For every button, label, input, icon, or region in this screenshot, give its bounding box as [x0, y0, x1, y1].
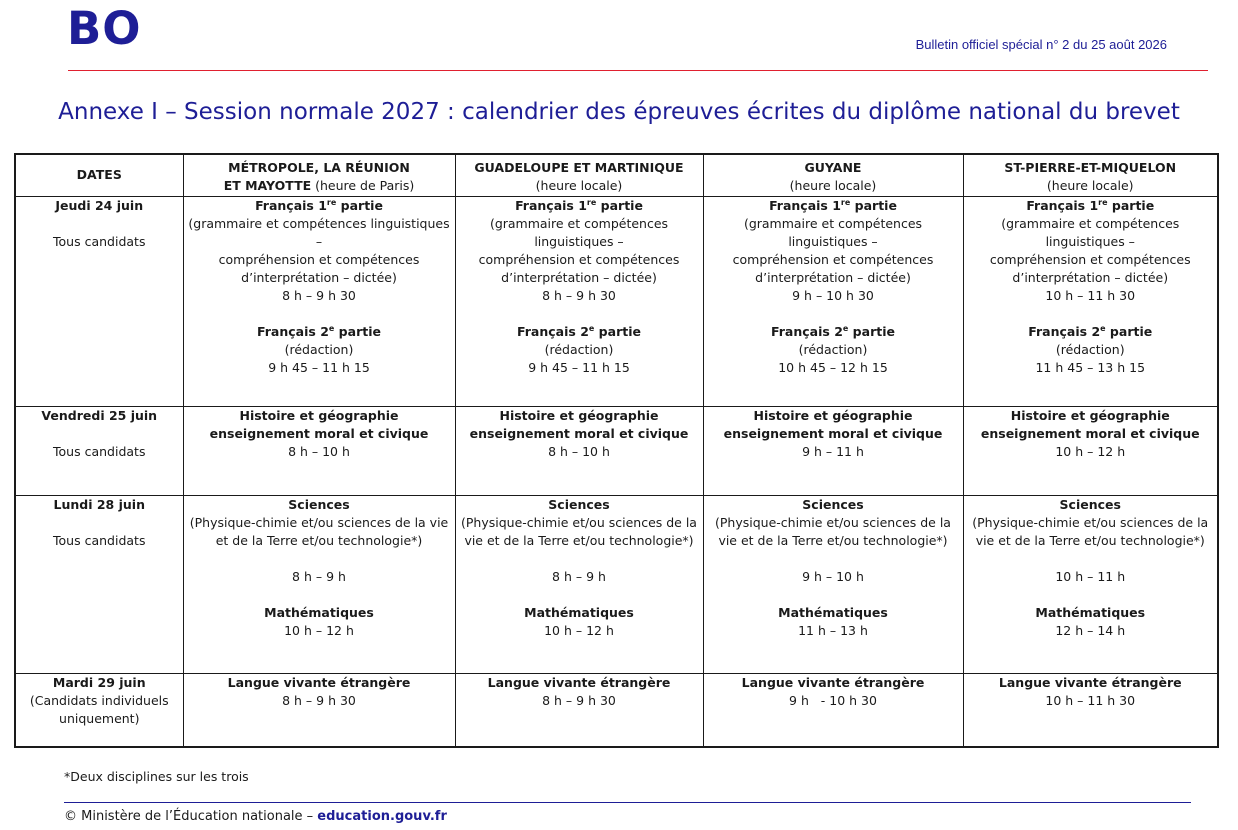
header-st-pierre-miquelon: ST-PIERRE-ET-MIQUELON (heure locale)	[963, 154, 1218, 196]
date-cell: Lundi 28 juin Tous candidats	[15, 495, 183, 673]
exam-cell: Langue vivante étrangère 10 h – 11 h 30	[963, 673, 1218, 747]
exam-cell: Histoire et géographie enseignement moral et civique 9 h – 11 h	[703, 406, 963, 495]
exam-cell: Langue vivante étrangère 8 h – 9 h 30	[455, 673, 703, 747]
bulletin-reference: Bulletin officiel spécial n° 2 du 25 août 2026	[915, 37, 1167, 52]
footnote: *Deux disciplines sur les trois	[64, 769, 249, 784]
footer	[64, 809, 447, 824]
exam-cell: Histoire et géographie enseignement moral et civique 10 h – 12 h	[963, 406, 1218, 495]
header-divider	[68, 70, 1208, 71]
exam-cell: Français 1re partie (grammaire et compétences linguistiques – compréhension et compétences d’interprétation – dictée) 8 h – 9 h 30 Français 2e partie (rédaction) 9 h 45 – 11 h 15	[183, 196, 455, 406]
table-row	[15, 196, 1218, 406]
exam-cell: Français 1re partie (grammaire et compétences linguistiques – compréhension et compétences d’interprétation – dictée) 8 h – 9 h 30 Français 2e partie (rédaction) 9 h 45 – 11 h 15	[455, 196, 703, 406]
exam-cell: Histoire et géographie enseignement moral et civique 8 h – 10 h	[183, 406, 455, 495]
exam-cell: Français 1re partie (grammaire et compétences linguistiques – compréhension et compétences d’interprétation – dictée) 9 h – 10 h 30 Français 2e partie (rédaction) 10 h 45 – 12 h 15	[703, 196, 963, 406]
exam-cell: Sciences (Physique-chimie et/ou sciences de la vie et de la Terre et/ou technologie*) 10 h – 11 h Mathématiques 12 h – 14 h	[963, 495, 1218, 673]
header-metropole: MÉTROPOLE, LA RÉUNION ET MAYOTTE (heure de Paris)	[183, 154, 455, 196]
table-header-row	[15, 154, 1218, 196]
header-guyane: GUYANE (heure locale)	[703, 154, 963, 196]
page-title: Annexe I – Session normale 2027 : calendrier des épreuves écrites du diplôme national du brevet	[58, 99, 1180, 125]
exam-cell: Sciences (Physique-chimie et/ou sciences de la vie et de la Terre et/ou technologie*) 9 h – 10 h Mathématiques 11 h – 13 h	[703, 495, 963, 673]
date-cell: Vendredi 25 juin Tous candidats	[15, 406, 183, 495]
bo-logo: BO	[67, 2, 142, 55]
date-cell: Mardi 29 juin (Candidats individuels uniquement)	[15, 673, 183, 747]
table-row	[15, 406, 1218, 495]
footer-divider	[64, 802, 1191, 803]
header-guadeloupe-martinique: GUADELOUPE ET MARTINIQUE (heure locale)	[455, 154, 703, 196]
exam-cell: Français 1re partie (grammaire et compétences linguistiques – compréhension et compétences d’interprétation – dictée) 10 h – 11 h 30 Français 2e partie (rédaction) 11 h 45 – 13 h 15	[963, 196, 1218, 406]
date-cell: Jeudi 24 juin Tous candidats	[15, 196, 183, 406]
exam-cell: Histoire et géographie enseignement moral et civique 8 h – 10 h	[455, 406, 703, 495]
exam-calendar-table	[14, 153, 1219, 748]
footer-site-link[interactable]: education.gouv.fr	[317, 809, 447, 824]
footer-ministry: © Ministère de l’Éducation nationale –	[64, 809, 318, 824]
table-row	[15, 673, 1218, 747]
exam-cell: Langue vivante étrangère 9 h - 10 h 30	[703, 673, 963, 747]
exam-cell: Langue vivante étrangère 8 h – 9 h 30	[183, 673, 455, 747]
exam-cell: Sciences (Physique-chimie et/ou sciences de la vie et de la Terre et/ou technologie*) 8 h – 9 h Mathématiques 10 h – 12 h	[183, 495, 455, 673]
header-dates: DATES	[15, 154, 183, 196]
table-row	[15, 495, 1218, 673]
exam-cell: Sciences (Physique-chimie et/ou sciences de la vie et de la Terre et/ou technologie*) 8 h – 9 h Mathématiques 10 h – 12 h	[455, 495, 703, 673]
